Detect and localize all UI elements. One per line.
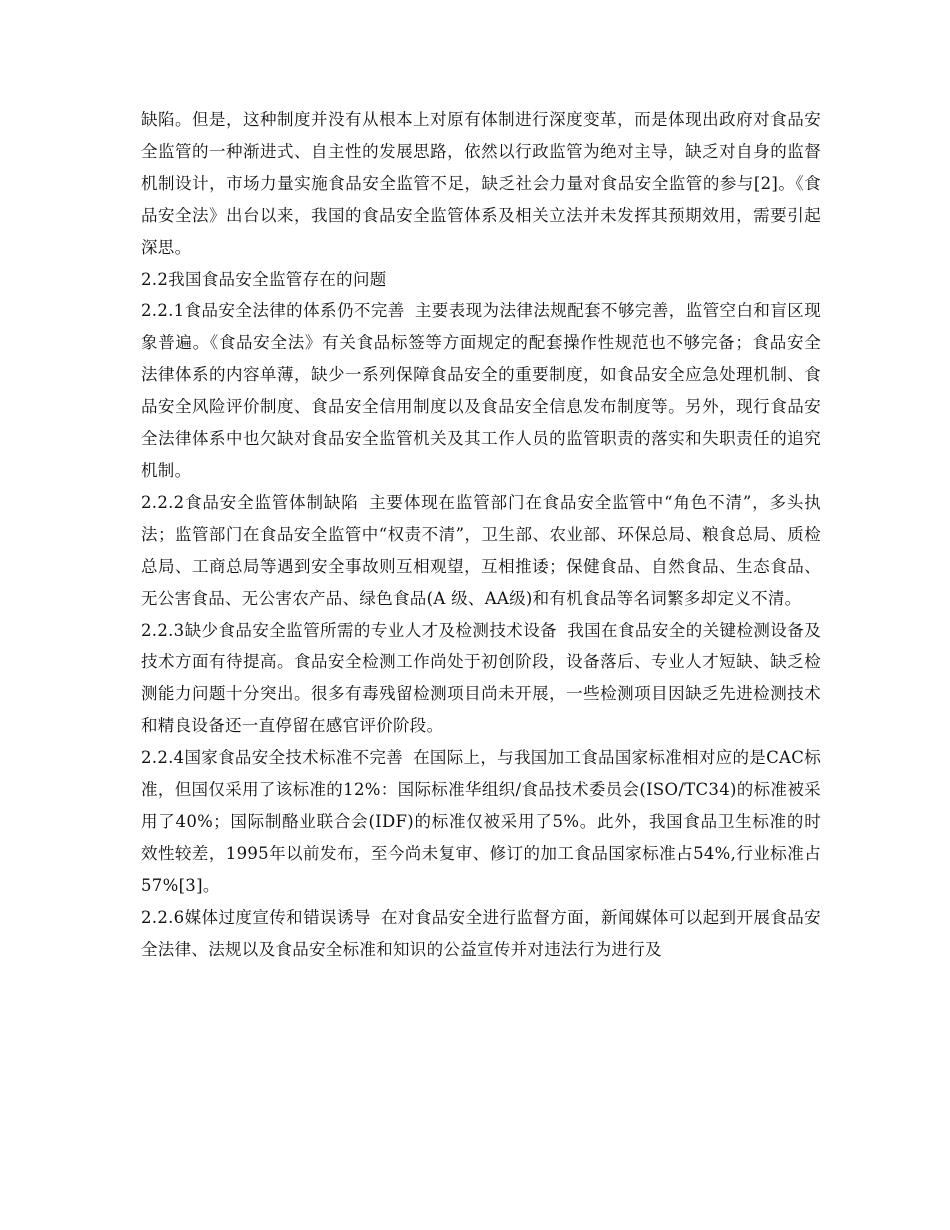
section-title-2-2-6: 2.2.6媒体过度宣传和错误诱导 bbox=[141, 907, 371, 927]
paragraph-intro: 缺陷。但是，这种制度并没有从根本上对原有体制进行深度变革，而是体现出政府对食品安全监管的一种渐进式、自主性的发展思路，依然以行政监管为绝对主导，缺乏对自身的监督机制设计，市场力量实施食品安全监管不足，缺乏社会力量对食品安全监管的参与[2]。《食品安全法》出台以来，我国的食品安全监管体系及相关立法并未发挥其预期效用，需要引起深思。 bbox=[141, 110, 821, 257]
paragraph-2-2-2 bbox=[141, 487, 821, 615]
section-title-2-2-1: 2.2.1食品安全法律的体系仍不完善 bbox=[141, 301, 405, 321]
paragraph-2-2-6 bbox=[141, 902, 821, 966]
section-title-2-2-3: 2.2.3缺少食品安全监管所需的专业人才及检测技术设备 bbox=[141, 620, 558, 640]
section-text-2-2-1: 主要表现为法律法规配套不够完善，监管空白和盲区现象普遍。《食品安全法》有关食品标签等方面规定的配套操作性规范也不够完备；食品安全法律体系的内容单薄，缺少一系列保障食品安全的重要制度，如食品安全应急处理机制、食品安全风险评价制度、食品安全信用制度以及食品安全信息发布制度等。另外，现行食品安全法律体系中也欠缺对食品安全监管机关及其工作人员的监管职责的落实和失职责任的追究机制。 bbox=[141, 301, 822, 480]
paragraph-2-2-4 bbox=[141, 742, 821, 902]
paragraph-2-2-1 bbox=[141, 295, 821, 486]
section-text-2-2-4: 在国际上，与我国加工食品国家标准相对应的是CAC标准，但国仅采用了该标准的12%：国际标准华组织/食品技术委员会(ISO/TC34)的标准被采用了40%；国际制酪业联合会(IDF)的标准仅被采用了5%。此外，我国食品卫生标准的时效性较差，1995年以前发布，至今尚未复审、修订的加工食品国家标准占54%,行业标准占57%[3]。 bbox=[141, 748, 821, 895]
section-heading-2-2: 2.2我国食品安全监管存在的问题 bbox=[141, 269, 387, 289]
document-page bbox=[141, 104, 821, 965]
section-text-2-2-3: 我国在食品安全的关键检测设备及技术方面有待提高。食品安全检测工作尚处于初创阶段，设备落后、专业人才短缺、缺乏检测能力问题十分突出。很多有毒残留检测项目尚未开展，一些检测项目因缺乏先进检测技术和精良设备还一直停留在感官评价阶段。 bbox=[141, 620, 821, 736]
section-text-2-2-6: 在对食品安全进行监督方面，新闻媒体可以起到开展食品安全法律、法规以及食品安全标准和知识的公益宣传并对违法行为进行及 bbox=[141, 907, 821, 959]
section-text-2-2-2: 主要体现在监管部门在食品安全监管中“角色不清”，多头执法；监管部门在食品安全监管中“权责不清”，卫生部、农业部、环保总局、粮食总局、质检总局、工商总局等遇到安全事故则互相观望，互相推诿；保健食品、自然食品、生态食品、无公害食品、无公害农产品、绿色食品(A 级、AA级)和有机食品等名词繁多却定义不清。 bbox=[141, 492, 821, 608]
section-title-2-2-4: 2.2.4国家食品安全技术标准不完善 bbox=[141, 748, 404, 768]
section-title-2-2-2: 2.2.2食品安全监管体制缺陷 bbox=[141, 492, 359, 512]
paragraph-2-2-3 bbox=[141, 615, 821, 743]
